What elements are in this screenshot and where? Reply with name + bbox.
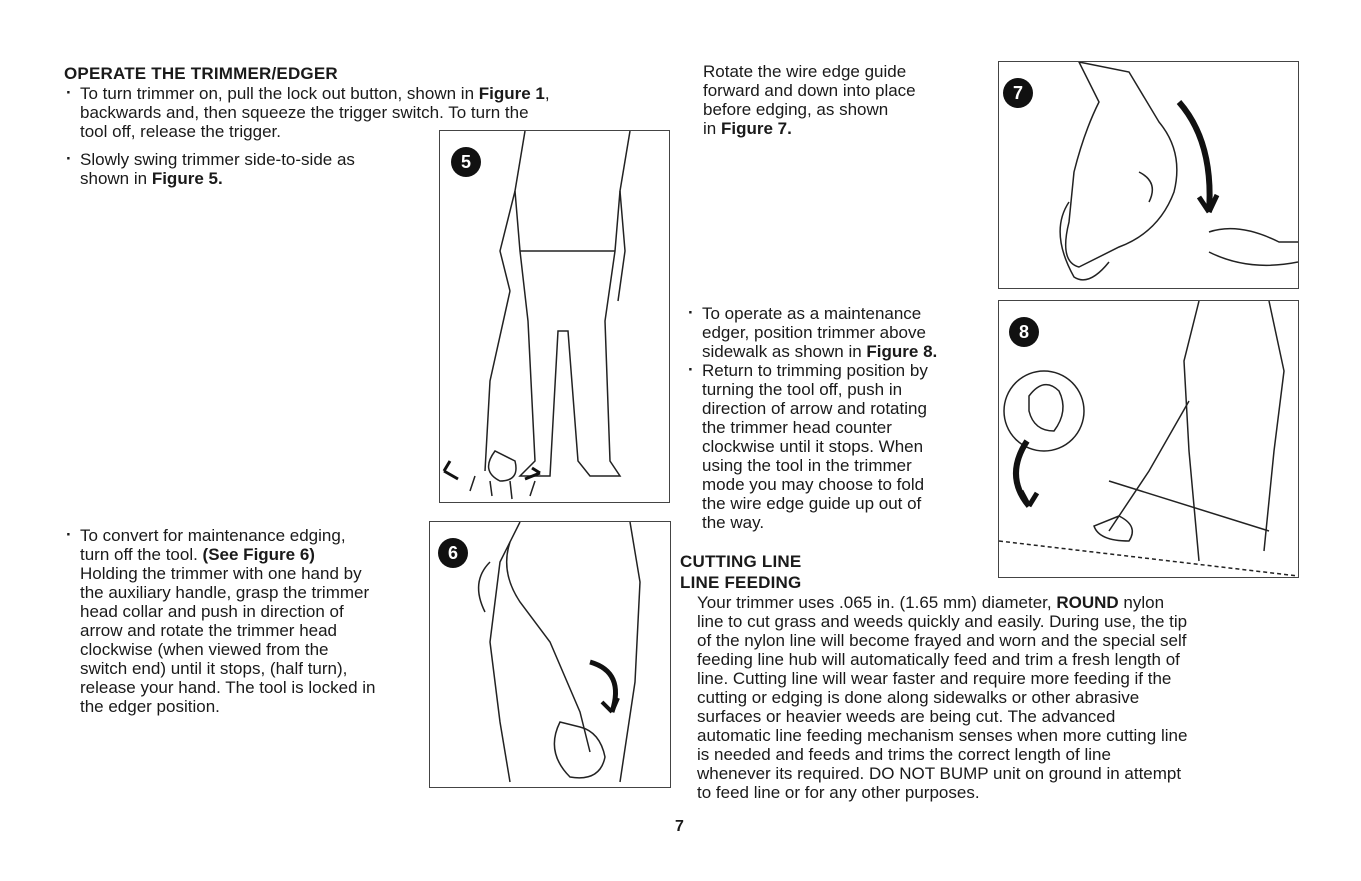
figure-6-convert-edger <box>429 521 671 788</box>
text-line: forward and down into place <box>703 81 916 100</box>
text: shown in <box>80 169 152 188</box>
figure-number-badge: 6 <box>438 538 468 568</box>
bullet-line <box>64 84 664 103</box>
text-line: head collar and push in direction of <box>80 602 344 621</box>
text-line: the trimmer head counter <box>702 418 892 437</box>
figure-ref: Figure 7. <box>720 119 792 138</box>
text-line <box>686 342 996 361</box>
figure-ref: Figure 5. <box>151 169 223 188</box>
text-line: whenever its required. DO NOT BUMP unit on ground in attempt <box>697 764 1182 783</box>
text: sidewalk as shown in <box>702 342 867 361</box>
text-line: feeding line hub will automatically feed and trim a fresh length of <box>697 650 1180 669</box>
figure-5-trimming <box>439 130 670 503</box>
text-line: mode you may choose to fold <box>702 475 925 494</box>
text-line: the auxiliary handle, grasp the trimmer <box>80 583 370 602</box>
paragraph-rotate-guide <box>703 62 993 138</box>
edger-conversion-illustration <box>430 522 670 787</box>
section-heading-cutting-line: CUTTING LINE <box>680 552 802 571</box>
text-line: line. Cutting line will wear faster and require more feeding if the <box>697 669 1172 688</box>
text: Your trimmer uses .065 in. (1.65 mm) diameter, <box>697 593 1057 612</box>
text: in <box>703 119 721 138</box>
text-line <box>697 593 1357 612</box>
text: , <box>544 84 550 103</box>
text-line <box>64 545 434 564</box>
section-heading-operate: OPERATE THE TRIMMER/EDGER <box>64 64 338 83</box>
text-line: direction of arrow and rotating <box>702 399 927 418</box>
text-line: the wire edge guide up out of <box>702 494 922 513</box>
text-line: · Slowly swing trimmer side-to-side as <box>64 150 424 169</box>
paragraph-line-feeding <box>697 593 1357 802</box>
text-line: clockwise until it stops. When <box>702 437 924 456</box>
text: To turn trimmer on, pull the lock out button, shown in <box>80 84 479 103</box>
text-line: Holding the trimmer with one hand by <box>80 564 362 583</box>
text-line: automatic line feeding mechanism senses when more cutting line <box>697 726 1188 745</box>
figure-number-badge: 8 <box>1009 317 1039 347</box>
section-heading-line-feeding: LINE FEEDING <box>680 573 802 592</box>
wire-guide-illustration <box>999 62 1298 288</box>
figure-ref: Figure 1 <box>478 84 545 103</box>
text-line: before edging, as shown <box>703 100 889 119</box>
edging-illustration <box>999 301 1298 577</box>
bullet-maintenance-edger <box>686 304 996 532</box>
text-line <box>64 169 424 188</box>
trimming-illustration <box>440 131 669 502</box>
text-line: of the nylon line will become frayed and worn and the special self <box>697 631 1187 650</box>
text-line: the way. <box>702 513 765 532</box>
text-line: Rotate the wire edge guide <box>703 62 907 81</box>
text-line: turning the tool off, push in <box>702 380 903 399</box>
text-line: using the tool in the trimmer <box>702 456 912 475</box>
text-line: · To operate as a maintenance <box>686 304 996 323</box>
text-line <box>703 119 993 138</box>
text-line: to feed line or for any other purposes. <box>697 783 980 802</box>
page-number: 7 <box>675 818 684 835</box>
bullet-convert-edging <box>64 526 434 716</box>
bullet-swing <box>64 150 424 188</box>
figure-7-wire-edge-guide <box>998 61 1299 289</box>
text-line: edger, position trimmer above <box>702 323 926 342</box>
text-line: · Return to trimming position by <box>686 361 996 380</box>
text-line: the edger position. <box>80 697 220 716</box>
figure-8-edging-sidewalk <box>998 300 1299 578</box>
text: nylon <box>1118 593 1165 612</box>
text-line: arrow and rotate the trimmer head <box>80 621 338 640</box>
text-line: line to cut grass and weeds quickly and easily. During use, the tip <box>697 612 1188 631</box>
text-line: cutting or edging is done along sidewalks or other abrasive <box>697 688 1140 707</box>
text-line: is needed and feeds and trims the correct length of line <box>697 745 1111 764</box>
text: turn off the tool. <box>80 545 203 564</box>
text-line: switch end) until it stops, (half turn), <box>80 659 348 678</box>
text-line: surfaces or heavier weeds are being cut. The advanced <box>697 707 1116 726</box>
emphasis: ROUND <box>1056 593 1119 612</box>
figure-ref: Figure 8. <box>866 342 938 361</box>
figure-number-badge: 5 <box>451 147 481 177</box>
text-line: tool off, release the trigger. <box>80 122 281 141</box>
text-line: clockwise (when viewed from the <box>80 640 329 659</box>
text-line: backwards and, then squeeze the trigger switch. To turn the <box>80 103 529 122</box>
figure-ref: (See Figure 6) <box>202 545 315 564</box>
figure-number-badge: 7 <box>1003 78 1033 108</box>
text-line: release your hand. The tool is locked in <box>80 678 376 697</box>
text-line: · To convert for maintenance edging, <box>64 526 434 545</box>
